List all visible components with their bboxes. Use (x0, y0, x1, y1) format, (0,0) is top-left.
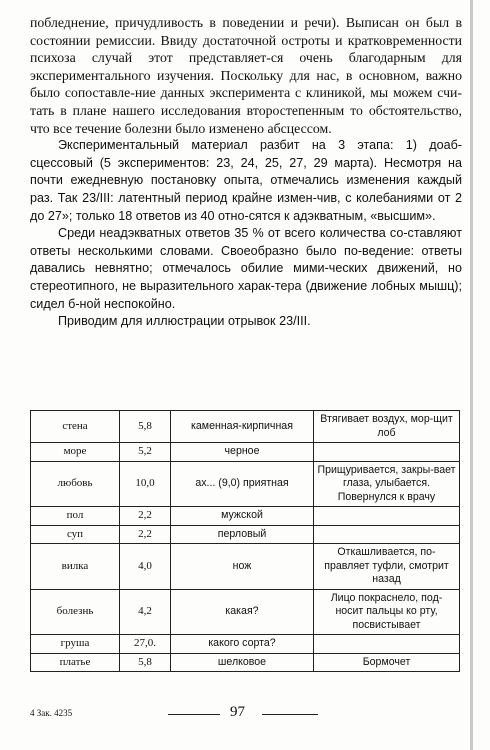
behavior-note (314, 443, 460, 462)
response-word: нож (171, 544, 314, 590)
behavior-note: Бормочет (314, 653, 460, 672)
latency-value: 5,8 (120, 653, 171, 672)
stimulus-word: вилка (31, 544, 120, 590)
behavior-note (314, 525, 460, 544)
table-row (31, 589, 460, 635)
behavior-note (314, 507, 460, 526)
response-word: мужской (171, 507, 314, 526)
table-row (31, 525, 460, 544)
paragraph-3: Среди неадэкватных ответов 35 % от всего количества со-ставляют ответы несколькими словами. Своеобразно было по-ведение: ответы давались невнятно; отмечалось обилие мими-ческих движений, но стереотипного, не выразительного харак-тера (движение лобных мышц); сидел б-ной неспокойно. (30, 226, 462, 311)
stimulus-word: болезнь (31, 589, 120, 635)
table-row (31, 544, 460, 590)
response-word: какая? (171, 589, 314, 635)
latency-value: 5,8 (120, 411, 171, 443)
body-text (30, 14, 462, 331)
stimulus-word: стена (31, 411, 120, 443)
response-word: перловый (171, 525, 314, 544)
stimulus-word: платье (31, 653, 120, 672)
stimulus-word: пол (31, 507, 120, 526)
page-number: 97 (230, 704, 245, 720)
table-row (31, 443, 460, 462)
printer-signature: 4 Зак. 4235 (30, 708, 73, 718)
table-row (31, 635, 460, 654)
table-row (31, 653, 460, 672)
response-word: черное (171, 443, 314, 462)
behavior-note: Прищуривается, закры-вает глаза, улыбается. Повернулся к врачу (314, 461, 460, 507)
response-word: каменная-кирпичная (171, 411, 314, 443)
stimulus-word: груша (31, 635, 120, 654)
latency-value: 5,2 (120, 443, 171, 462)
latency-value: 4,0 (120, 544, 171, 590)
stimulus-word: море (31, 443, 120, 462)
stimulus-word: любовь (31, 461, 120, 507)
paragraph-1: побледнение, причудливость в поведении и речи). Выписан он был в состоянии ремиссии. Ввиду достаточной остроты и кратковременности психоза случай этот представляет-ся очень благодарным для экспериментального изучения. Поскольку для нас, в основном, важно было сопоставле-ние данных эксперимента с клиникой, мы можем счи-тать в плане нашего исследования второстепенным то обстоятельство, что все течение болезни было изменено абсцессом. (30, 15, 462, 136)
page-footer (30, 704, 460, 724)
behavior-note: Лицо покраснело, под-носит пальцы ко рту, посвистывает (314, 589, 460, 635)
latency-value: 2,2 (120, 507, 171, 526)
response-word: шелковое (171, 653, 314, 672)
table-row (31, 411, 460, 443)
table-row (31, 507, 460, 526)
latency-value: 10,0 (120, 461, 171, 507)
association-table (30, 410, 460, 672)
behavior-note: Втягивает воздух, мор-щит лоб (314, 411, 460, 443)
paragraph-2: Экспериментальный материал разбит на 3 этапа: 1) доаб-сцессовый (5 экспериментов: 23, 24, 25, 27, 29 марта). Несмотря на почти ежедневную постановку опыта, отмечались изменения каждый раз. Так 23/III: латентный период крайне измен-чив, с колебаниями от 2 до 27»; только 18 ответов из 40 отно-сятся к адэкватным, «высшим». (30, 138, 462, 223)
latency-value: 4,2 (120, 589, 171, 635)
footer-rule-left (168, 714, 220, 715)
latency-value: 2,2 (120, 525, 171, 544)
behavior-note: Откашливается, по-правляет туфли, смотрит назад (314, 544, 460, 590)
response-word: какого сорта? (171, 635, 314, 654)
stimulus-word: суп (31, 525, 120, 544)
table-row (31, 461, 460, 507)
page-edge (470, 0, 473, 750)
latency-value: 27,0. (120, 635, 171, 654)
behavior-note (314, 635, 460, 654)
response-word: ах... (9,0) приятная (171, 461, 314, 507)
paragraph-4: Приводим для иллюстрации отрывок 23/III. (58, 314, 311, 329)
footer-rule-right (262, 714, 318, 715)
